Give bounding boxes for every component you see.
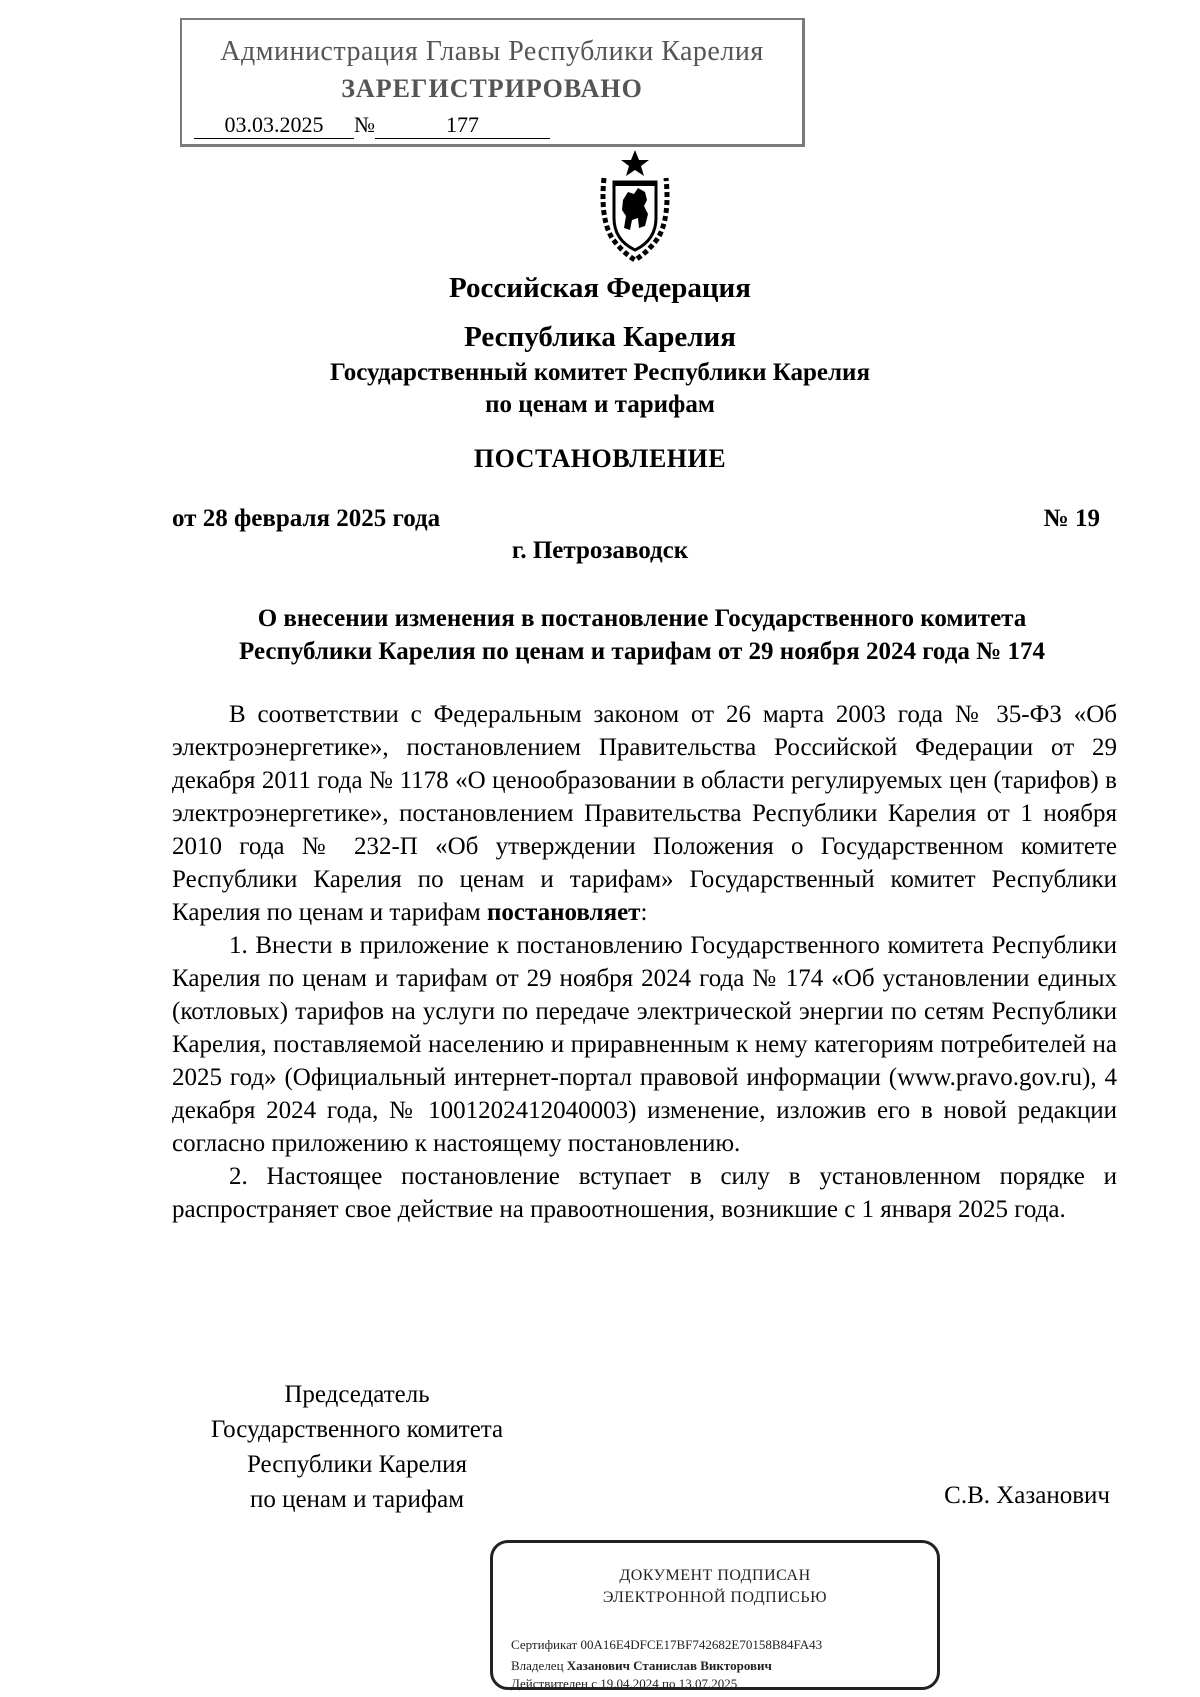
signatory-position-line4: по ценам и тарифам — [249, 1486, 465, 1513]
item-1-paragraph: 1. Внести в приложение к постановлению Государственного комитета Республики Карелия по ценам и тарифам от 29 ноября 2024 года № 174 «Об установлении единых (котловых) тарифов на услуги по передаче электрической энергии по сетям Республики Карелия, поставляемой населению и приравненным к нему категориям потребителей на 2025 год» (Официальный интернет-портал правовой информации (www.pravo.gov.ru), 4 декабря 2024 года, № 1001202412040003) изменение, изложив его в новой редакции согласно приложению к настоящему постановлению. — [172, 932, 1117, 1157]
esign-valid-label: Действителен с — [511, 1676, 597, 1691]
document-title — [172, 602, 1112, 668]
registration-number-label: № — [354, 112, 375, 137]
preamble-paragraph — [172, 698, 1117, 929]
esign-owner-label: Владелец — [511, 1658, 564, 1673]
registration-organization: Администрация Главы Республики Карелия — [220, 36, 764, 67]
signatory-position-line2: Государственного комитета — [210, 1416, 504, 1443]
esign-owner — [511, 1658, 772, 1674]
esign-valid-to: 13.07.2025 — [678, 1676, 738, 1691]
registration-status: ЗАРЕГИСТРИРОВАНО — [341, 74, 643, 103]
committee-title-line2: по ценам и тарифам — [485, 391, 715, 418]
preamble-colon: : — [640, 899, 648, 926]
signatory-position-line1: Председатель — [284, 1381, 430, 1408]
esign-valid-to-label: по — [662, 1676, 676, 1691]
esign-heading-line1: ДОКУМЕНТ ПОДПИСАН — [619, 1567, 811, 1584]
document-body — [172, 698, 1117, 1226]
esign-certificate-label: Сертификат — [511, 1637, 578, 1652]
registration-stamp — [180, 18, 805, 147]
registration-date-number — [194, 112, 550, 139]
document-type: ПОСТАНОВЛЕНИЕ — [473, 444, 727, 473]
signatory-position — [172, 1377, 542, 1517]
electronic-signature-stamp — [490, 1540, 940, 1690]
esign-owner-value: Хазанович Станислав Викторович — [566, 1658, 772, 1673]
committee-title-line1: Государственный комитет Республики Карелия — [330, 359, 870, 386]
signatory-position-line3: Республики Карелия — [246, 1451, 468, 1478]
esign-certificate — [511, 1637, 822, 1653]
document-date: от 28 февраля 2025 года — [172, 505, 441, 532]
karelia-coat-of-arms-icon — [590, 148, 680, 263]
republic-title: Республика Карелия — [464, 321, 736, 353]
document-title-line2: Республики Карелия по ценам и тарифам от 29 ноября 2024 года № 174 — [239, 638, 1045, 665]
esign-heading-line2: ЭЛЕКТРОННОЙ ПОДПИСЬЮ — [602, 1589, 828, 1606]
item-2-paragraph: 2. Настоящее постановление вступает в силу в установленном порядке и распространяет свое действие на правоотношения, возникшие с 1 января 2025 года. — [172, 1163, 1117, 1223]
document-number: № 19 — [1043, 505, 1100, 532]
esign-valid-from: 19.04.2024 — [600, 1676, 659, 1691]
document-title-line1: О внесении изменения в постановление Государственного комитета — [257, 605, 1027, 632]
document-city: г. Петрозаводск — [511, 537, 689, 564]
esign-validity — [511, 1676, 737, 1692]
esign-certificate-value: 00A16E4DFCE17BF742682E70158B84FA43 — [580, 1637, 823, 1652]
registration-number: 177 — [375, 112, 550, 139]
signatory-name: С.В. Хазанович — [944, 1482, 1110, 1509]
preamble-resolves: постановляет — [487, 899, 641, 926]
country-title: Российская Федерация — [449, 272, 751, 304]
registration-date: 03.03.2025 — [194, 112, 354, 139]
preamble-text: В соответствии с Федеральным законом от 26 марта 2003 года № 35-ФЗ «Об электроэнергетике», постановлением Правительства Российской Федерации от 29 декабря 2011 года № 1178 «О ценообразовании в области регулируемых цен (тарифов) в электроэнергетике», постановлением Правительства Республики Карелия от 1 ноября 2010 года № 232-П «Об утверждении Положения о Государственном комитете Республики Карелия по ценам и тарифам» Государственный комитет Республики Карелия по ценам и тарифам — [172, 701, 1117, 926]
